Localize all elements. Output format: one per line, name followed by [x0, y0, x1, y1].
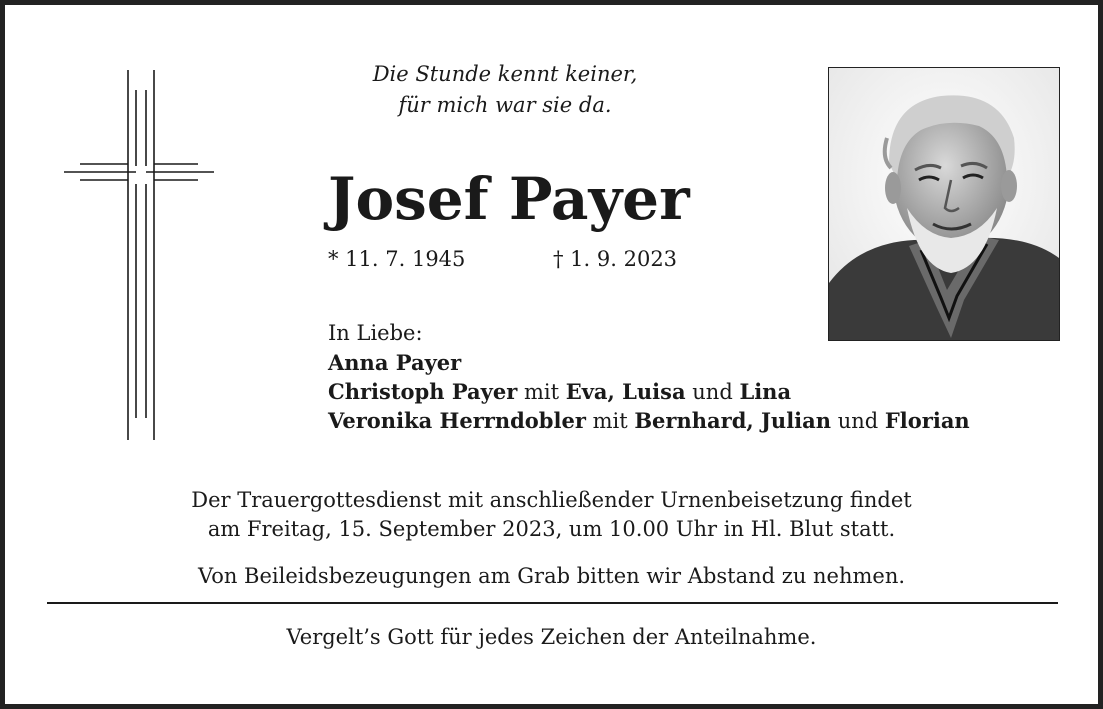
mourner-row: [328, 406, 970, 435]
mourner-row: [328, 377, 970, 406]
service-line-2: am Freitag, 15. September 2023, um 10.00 Uhr in Hl. Blut statt.: [207, 517, 896, 541]
mourner-name: Eva, Luisa: [565, 379, 686, 404]
divider-line: [47, 602, 1058, 604]
mourner-name: Florian: [884, 408, 970, 433]
deceased-name: Josef Payer: [328, 165, 690, 233]
mourner-name: Veronika Herrndobler: [328, 408, 586, 433]
thanks-line: Vergelt’s Gott für jedes Zeichen der Anteilnahme.: [286, 625, 817, 649]
death-date: † 1. 9. 2023: [553, 247, 678, 271]
birth-date: * 11. 7. 1945: [328, 247, 466, 271]
connector-word: mit: [585, 409, 635, 433]
mourners-intro: In Liebe:: [328, 321, 423, 345]
connector-word: mit: [517, 380, 566, 404]
quote-line-1: Die Stunde kennt keiner,: [372, 62, 638, 86]
mourner-name: Christoph Payer: [328, 379, 518, 404]
condolence-request: Von Beileidsbezeugungen am Grab bitten wir Abstand zu nehmen.: [197, 564, 906, 588]
mourners-list: [328, 319, 970, 435]
connector-word: und: [685, 380, 740, 404]
connector-word: und: [831, 409, 885, 433]
mourner-row: [328, 348, 970, 377]
mourner-name: Bernhard, Julian: [634, 408, 832, 433]
mourner-name: Anna Payer: [328, 350, 462, 375]
service-announcement: [5, 486, 1098, 544]
service-line-1: Der Trauergottesdienst mit anschließender Urnenbeisetzung findet: [191, 488, 912, 512]
quote: [305, 59, 705, 121]
mourner-name: Lina: [739, 379, 792, 404]
portrait-photo: [828, 67, 1060, 341]
cross-icon: [60, 70, 220, 442]
quote-line-2: für mich war sie da.: [398, 93, 612, 117]
